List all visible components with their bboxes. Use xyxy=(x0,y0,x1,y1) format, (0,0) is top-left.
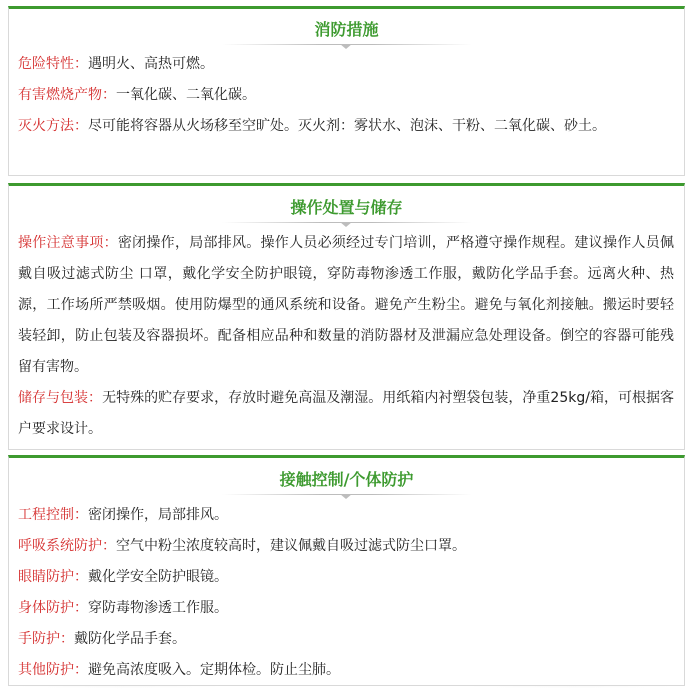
item-label: 工程控制： xyxy=(18,507,88,523)
item-label: 眼睛防护： xyxy=(18,569,88,585)
item-combustion-products xyxy=(18,80,674,111)
section-exposure-protection xyxy=(8,455,685,686)
item-respiratory-protection xyxy=(18,531,674,562)
item-body-protection xyxy=(18,593,674,624)
item-handling-notes xyxy=(18,228,674,383)
section-fire-measures xyxy=(8,6,685,176)
item-label: 储存与包装： xyxy=(18,390,103,406)
item-eye-protection xyxy=(18,562,674,593)
item-text: 一氧化碳、二氧化碳。 xyxy=(116,87,256,103)
item-hand-protection xyxy=(18,624,674,655)
item-label: 手防护： xyxy=(18,631,74,647)
footer-shadow-decoration xyxy=(0,686,691,698)
item-text: 密闭操作，局部排风。操作人员必须经过专门培训，严格遵守操作规程。建议操作人员佩戴自吸过滤式防尘 口罩，戴化学安全防护眼镜，穿防毒物渗透工作服，戴防化学品手套。远离火种、热源，工作场所严禁吸烟。使用防爆型的通风系统和设备。避免产生粉尘。避免与氧化剂接触。搬运时要轻装轻卸，防止包装及容器损坏。配备相应品种和数量的消防器材及泄漏应急处理设备。倒空的容器可能残留有害物。 xyxy=(18,235,675,375)
item-other-protection xyxy=(18,655,674,686)
item-label: 操作注意事项： xyxy=(18,235,118,251)
item-text: 戴防化学品手套。 xyxy=(74,631,186,647)
item-text: 尽可能将容器从火场移至空旷处。灭火剂：雾状水、泡沫、干粉、二氧化碳、砂土。 xyxy=(88,118,606,134)
section-handling-storage xyxy=(8,183,685,450)
section-title: 接触控制/个体防护 xyxy=(279,470,414,489)
section-title: 操作处置与储存 xyxy=(290,198,403,217)
item-text: 遇明火、高热可燃。 xyxy=(88,56,214,72)
item-label: 危险特性： xyxy=(18,56,88,72)
title-divider xyxy=(222,494,472,495)
item-label: 有害燃烧产物： xyxy=(18,87,116,103)
item-text: 密闭操作，局部排风。 xyxy=(88,507,228,523)
item-text: 穿防毒物渗透工作服。 xyxy=(88,600,228,616)
section-title: 消防措施 xyxy=(314,20,379,39)
title-divider xyxy=(222,44,472,45)
item-text: 无特殊的贮存要求，存放时避免高温及潮湿。用纸箱内衬塑袋包装，净重25kg/箱，可根据客户要求设计。 xyxy=(18,390,675,437)
item-label: 呼吸系统防护： xyxy=(18,538,116,554)
item-engineering-control xyxy=(18,500,674,531)
item-label: 身体防护： xyxy=(18,600,88,616)
item-label: 灭火方法： xyxy=(18,118,88,134)
title-divider xyxy=(222,222,472,223)
item-text: 避免高浓度吸入。定期体检。防止尘肺。 xyxy=(88,662,340,678)
item-extinguish-method xyxy=(18,111,674,142)
item-label: 其他防护： xyxy=(18,662,88,678)
item-hazard xyxy=(18,49,674,80)
item-storage-packaging xyxy=(18,383,674,445)
item-text: 空气中粉尘浓度较高时，建议佩戴自吸过滤式防尘口罩。 xyxy=(116,538,466,554)
item-text: 戴化学安全防护眼镜。 xyxy=(88,569,228,585)
